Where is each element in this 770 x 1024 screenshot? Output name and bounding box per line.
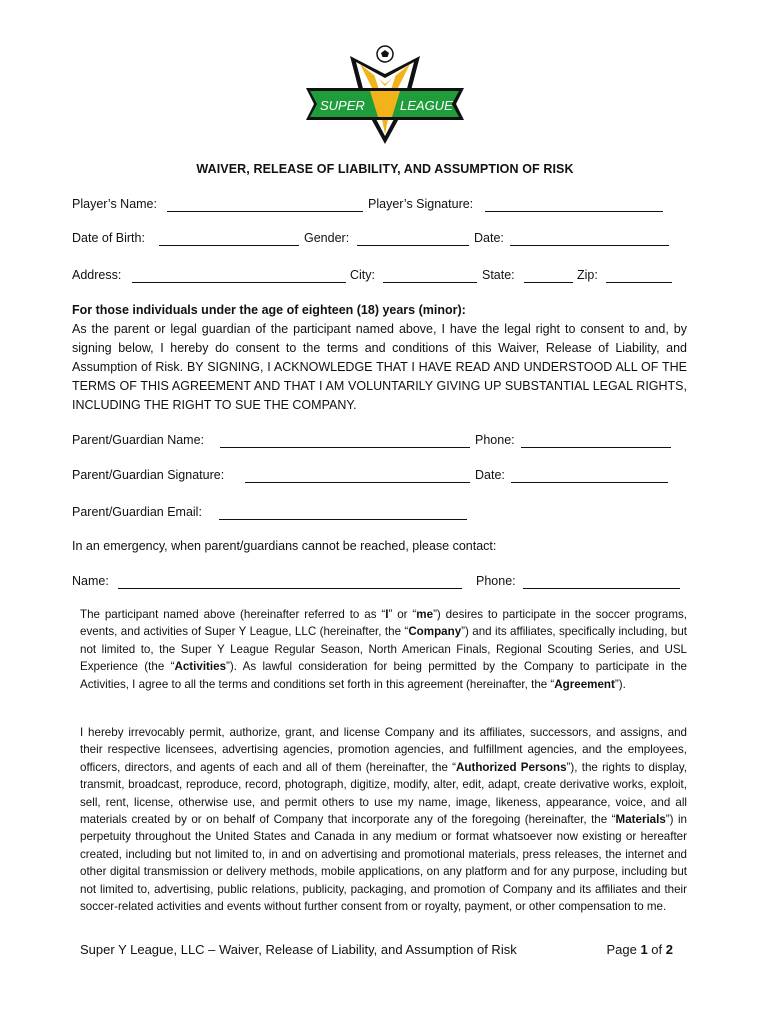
emergency-contact-row: [72, 574, 674, 592]
emergency-intro: In an emergency, when parent/guardians cannot be reached, please contact:: [72, 539, 497, 553]
guardian-name-label: Parent/Guardian Name:: [72, 433, 205, 447]
para1-text-6: ”).: [614, 677, 626, 691]
para1-text-5: ”). As lawful consideration for being permitted by the Company to participate in the Activities, I agree to all the terms and conditions set forth in this agreement (hereinafter, the “: [80, 660, 687, 691]
participant-paragraph: [80, 606, 687, 693]
para2-text-1: I hereby irrevocably permit, authorize, grant, and license Company and its affiliates, successors, and assigns, and their respective licensees, advertising agencies, promotion agencies, and fulfillment agencies, and the employees, officers, directors, and agents of each and all of them (hereinafter, the “: [80, 726, 687, 774]
zip-label: Zip:: [577, 268, 598, 282]
minor-consent-section: [72, 301, 687, 415]
players-name-field[interactable]: [167, 211, 363, 212]
players-signature-field[interactable]: [485, 211, 663, 212]
logo-league-text: LEAGUE: [400, 98, 453, 113]
para2-text-3: ”) in perpetuity throughout the United States and Canada in any medium or format whatsoever now existing or hereafter created, including but not limited to, in and on advertising and promotional materials, press releases, the internet and other digital transmission or delivery methods, mobile applications, on any platform and for any purpose, including but not limited to, advertising, public relations, publicity, packaging, and promotion of Company and its affiliates and their soccer-related activities and events without further consent from or royalty, payment, or other compensation to me.: [80, 813, 688, 914]
para1-bold-agreement: Agreement: [554, 677, 615, 691]
guardian-phone-label: Phone:: [475, 433, 515, 447]
guardian-date-label: Date:: [475, 468, 505, 482]
address-label: Address:: [72, 268, 122, 282]
emergency-phone-label: Phone:: [476, 574, 516, 588]
guardian-date-field[interactable]: [511, 482, 668, 483]
guardian-signature-row: [72, 468, 674, 486]
para1-text-3: ”) desires to participate in the soccer programs, events, and activities of Super Y League, LLC (hereinafter, the “: [80, 608, 687, 639]
para1-text-1: The participant named above (hereinafter referred to as “: [80, 608, 386, 621]
para1-bold-company: Company: [408, 625, 462, 639]
emergency-phone-field[interactable]: [523, 588, 680, 589]
city-label: City:: [350, 268, 375, 282]
para1-text-4: ”) and its affiliates, specifically including, but not limited to, the Super Y League Regular Season, North American Finals, Regional Scouting Series, and USL Experience (the “: [80, 625, 688, 674]
state-field[interactable]: [524, 282, 573, 283]
guardian-signature-field[interactable]: [245, 482, 470, 483]
logo-super-text: SUPER: [320, 98, 365, 113]
guardian-email-field[interactable]: [219, 519, 467, 520]
date-field[interactable]: [510, 245, 669, 246]
minor-consent-text: As the parent or legal guardian of the participant named above, I have the legal right to consent to and, by signing below, I hereby do consent to the terms and conditions of this Waiver, Release of Liability, and Assumption of Risk. BY SIGNING, I ACKNOWLEDGE THAT I HAVE READ AND UNDERSTOOD ALL OF THE TERMS OF THIS AGREEMENT AND THAT I AM VOLUNTARILY GIVING UP SUBSTANTIAL LEGAL RIGHTS, INCLUDING THE RIGHT TO SUE THE COMPANY.: [72, 322, 687, 412]
address-field[interactable]: [132, 282, 346, 283]
para2-bold-authorized-persons: Authorized Persons: [456, 760, 567, 774]
guardian-email-label: Parent/Guardian Email:: [72, 505, 202, 519]
address-row: [72, 268, 674, 286]
zip-field[interactable]: [606, 282, 672, 283]
guardian-signature-label: Parent/Guardian Signature:: [72, 468, 225, 482]
super-y-league-logo: [304, 44, 466, 148]
guardian-email-row: [72, 505, 674, 523]
gender-label: Gender:: [304, 231, 350, 245]
players-signature-label: Player’s Signature:: [368, 197, 474, 211]
para1-bold-me: me: [416, 608, 434, 621]
date-of-birth-field[interactable]: [159, 245, 299, 246]
city-field[interactable]: [383, 282, 477, 283]
document-title: WAIVER, RELEASE OF LIABILITY, AND ASSUMPTION OF RISK: [196, 162, 574, 176]
dob-row: [72, 231, 674, 249]
date-of-birth-label: Date of Birth:: [72, 231, 145, 245]
para2-bold-materials: Materials: [615, 813, 666, 827]
guardian-name-field[interactable]: [220, 447, 470, 448]
page-label: Page: [606, 942, 637, 957]
guardian-name-row: [72, 433, 674, 451]
page-number: [606, 942, 673, 957]
of-label: of: [651, 942, 663, 957]
state-label: State:: [482, 268, 515, 282]
current-page: 1: [640, 942, 648, 957]
para1-bold-i: I: [385, 608, 389, 621]
para1-bold-activities: Activities: [174, 660, 227, 674]
emergency-name-label: Name:: [72, 574, 109, 588]
minor-heading: For those individuals under the age of eighteen (18) years (minor):: [72, 303, 466, 317]
footer-title: Super Y League, LLC – Waiver, Release of Liability, and Assumption of Risk: [80, 942, 517, 957]
total-pages: 2: [665, 942, 673, 957]
guardian-phone-field[interactable]: [521, 447, 671, 448]
gender-field[interactable]: [357, 245, 469, 246]
players-name-label: Player’s Name:: [72, 197, 157, 211]
emergency-name-field[interactable]: [118, 588, 462, 589]
para2-text-2: ”), the rights to display, transmit, broadcast, reproduce, record, photograph, digitize, modify, alter, edit, adapt, create derivative works, exploit, sell, rent, license, otherwise use, and permit others to use my name, image, likeness, appearance, voice, and all materials created by or on behalf of Company that incorporate any of the foregoing (hereinafter, the “: [80, 760, 687, 827]
date-label: Date:: [474, 231, 504, 245]
para1-text-2: ” or “: [388, 608, 417, 621]
license-paragraph: [80, 724, 687, 915]
player-row: [72, 197, 674, 215]
